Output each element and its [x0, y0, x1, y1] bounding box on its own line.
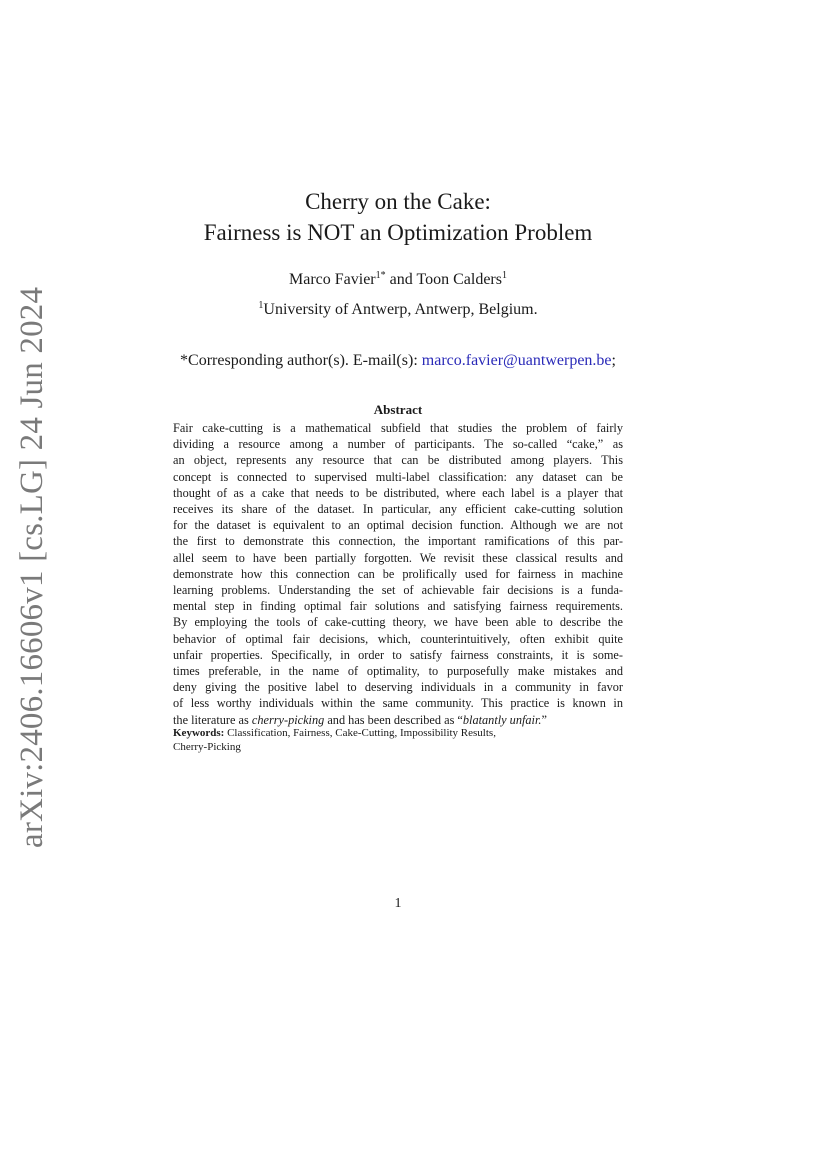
- corresponding-prefix: *Corresponding author(s). E-mail(s):: [180, 352, 422, 369]
- abstract-line: concept is connected to supervised multi-label classification: any dataset can be: [173, 469, 623, 484]
- keywords-list: Classification, Fairness, Cake-Cutting, Impossibility Results,: [224, 727, 496, 739]
- page-number: 1: [394, 896, 402, 911]
- author-list: [100, 270, 696, 290]
- abstract-text: ”: [541, 712, 547, 727]
- abstract-heading: Abstract: [373, 402, 423, 417]
- abstract-line: Fair cake-cutting is a mathematical subfield that studies the problem of fairly: [173, 421, 623, 435]
- arxiv-identifier-stamp: arXiv:2406.16606v1 [cs.LG] 24 Jun 2024: [14, 286, 50, 848]
- abstract-line: mental step in finding optimal fair solutions and satisfying fairness requirements.: [173, 599, 623, 614]
- abstract-line: times preferable, in the name of optimality, to purposefully make mistakes and: [173, 664, 623, 679]
- abstract-line: for the dataset is equivalent to an optimal decision function. Although we are not: [173, 518, 623, 533]
- corresponding-author: [100, 351, 696, 371]
- abstract-line: demonstrate how this connection can be prolifically used for fairness in machine: [173, 566, 623, 581]
- affiliation-marker: 1: [258, 300, 264, 311]
- author-name: Toon Calders: [416, 271, 502, 288]
- abstract-line: deny giving the positive label to deserving individuals in a community in favor: [173, 680, 623, 695]
- abstract-line: allel seem to have been partially forgotten. We revisit these classical results and: [173, 550, 623, 565]
- abstract-line: the first to demonstrate this connection, the important ramifications of this par-: [173, 534, 623, 549]
- keywords-list-continued: Cherry-Picking: [173, 741, 241, 753]
- abstract-line: dividing a resource among a number of participants. The so-called “cake,” as: [173, 437, 623, 452]
- abstract-italic-term: cherry-picking: [251, 712, 325, 727]
- abstract-text: the literature as: [173, 712, 252, 727]
- author-affiliation-marker: 1*: [375, 270, 386, 281]
- abstract-line: of less worthy individuals within the same community. This practice is known in: [173, 696, 623, 711]
- abstract-line: learning problems. Understanding the set of achievable fair decisions is a funda-: [173, 583, 623, 598]
- paper-title: [100, 186, 696, 248]
- author-connector: and: [385, 271, 417, 288]
- abstract-text: and has been described as “: [324, 712, 463, 727]
- keywords-label: Keywords:: [173, 727, 225, 739]
- abstract-italic-quote: blatantly unfair.: [462, 712, 542, 727]
- abstract-line: an object, represents any resource that can be distributed among players. This: [173, 453, 623, 468]
- abstract-line: behavior of optimal fair decisions, which, counterintuitively, often exhibit quite: [173, 631, 623, 646]
- abstract-line: By employing the tools of cake-cutting theory, we have been able to describe the: [173, 615, 623, 630]
- affiliation: [100, 300, 696, 320]
- author-affiliation-marker: 1: [501, 270, 507, 281]
- email-link[interactable]: marco.favier@uantwerpen.be: [421, 352, 612, 369]
- corresponding-suffix: ;: [611, 352, 616, 369]
- abstract-line: thought of as a cake that needs to be distributed, where each label is a player that: [173, 485, 623, 500]
- abstract-line: unfair properties. Specifically, in order to satisfy fairness constraints, it is some-: [173, 647, 623, 662]
- abstract-line: receives its share of the dataset. In particular, any efficient cake-cutting solution: [173, 502, 623, 517]
- abstract-body: [173, 420, 623, 728]
- title-line-1: Cherry on the Cake:: [305, 189, 491, 214]
- affiliation-text: University of Antwerp, Antwerp, Belgium.: [263, 301, 538, 318]
- title-line-2: Fairness is NOT an Optimization Problem: [203, 220, 593, 245]
- author-name: Marco Favier: [289, 271, 376, 288]
- keywords: [173, 726, 623, 754]
